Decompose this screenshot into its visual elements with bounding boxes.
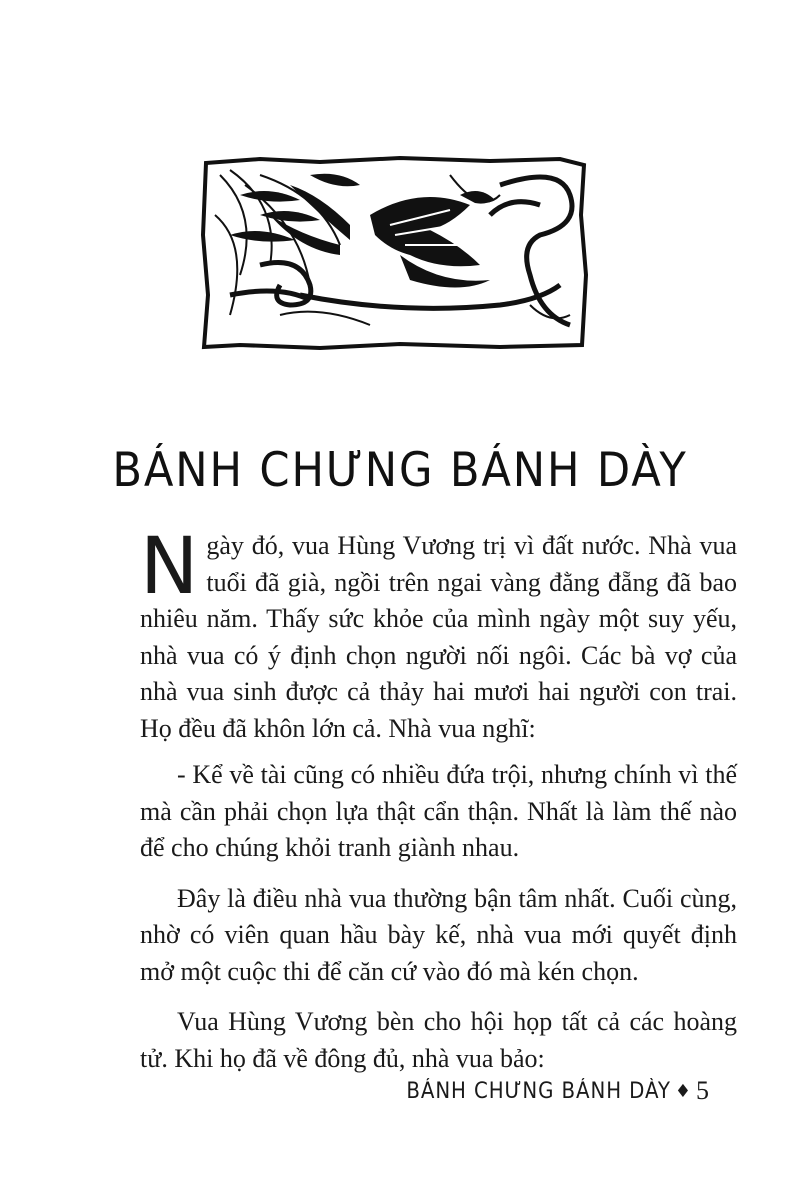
running-title: BÁNH CHƯNG BÁNH DÀY (406, 1078, 671, 1104)
diamond-bullet-icon: ♦ (674, 1080, 692, 1102)
chapter-title: BÁNH CHƯNG BÁNH DÀY (112, 443, 688, 499)
phoenix-woodcut-icon (200, 155, 588, 350)
paragraph-1-text: gày đó, vua Hùng Vương trị vì đất nước. Nhà vua tuổi đã già, ngồi trên ngai vàng đằng đẵng đã bao nhiêu năm. Thấy sức khỏe của mình ngày một suy yếu, nhà vua có ý định chọn người nối ngôi. Các bà vợ của nhà vua sinh được cả thảy hai mươi hai người con trai. Họ đều đã khôn lớn cả. Nhà vua nghĩ: (140, 531, 737, 743)
paragraph-3: Đây là điều nhà vua thường bận tâm nhất. Cuối cùng, nhờ có viên quan hầu bày kế, nhà vua mới quyết định mở một cuộc thi để căn cứ vào đó mà kén chọn. (140, 883, 737, 986)
paragraph-2: - Kể về tài cũng có nhiều đứa trội, nhưng chính vì thế mà cần phải chọn lựa thật cẩn thận. Nhất là làm thế nào để cho chúng khỏi tranh giành nhau. (140, 760, 737, 862)
paragraph-4: Vua Hùng Vương bèn cho hội họp tất cả các hoàng tử. Khi họ đã về đông đủ, nhà vua bảo: (140, 1007, 737, 1073)
drop-cap: N (140, 522, 199, 612)
phoenix-woodcut-illustration (200, 155, 588, 350)
page-footer (377, 1076, 710, 1106)
paragraph-1 (140, 522, 737, 747)
page-number: 5 (696, 1076, 710, 1105)
story-body (140, 522, 737, 1091)
